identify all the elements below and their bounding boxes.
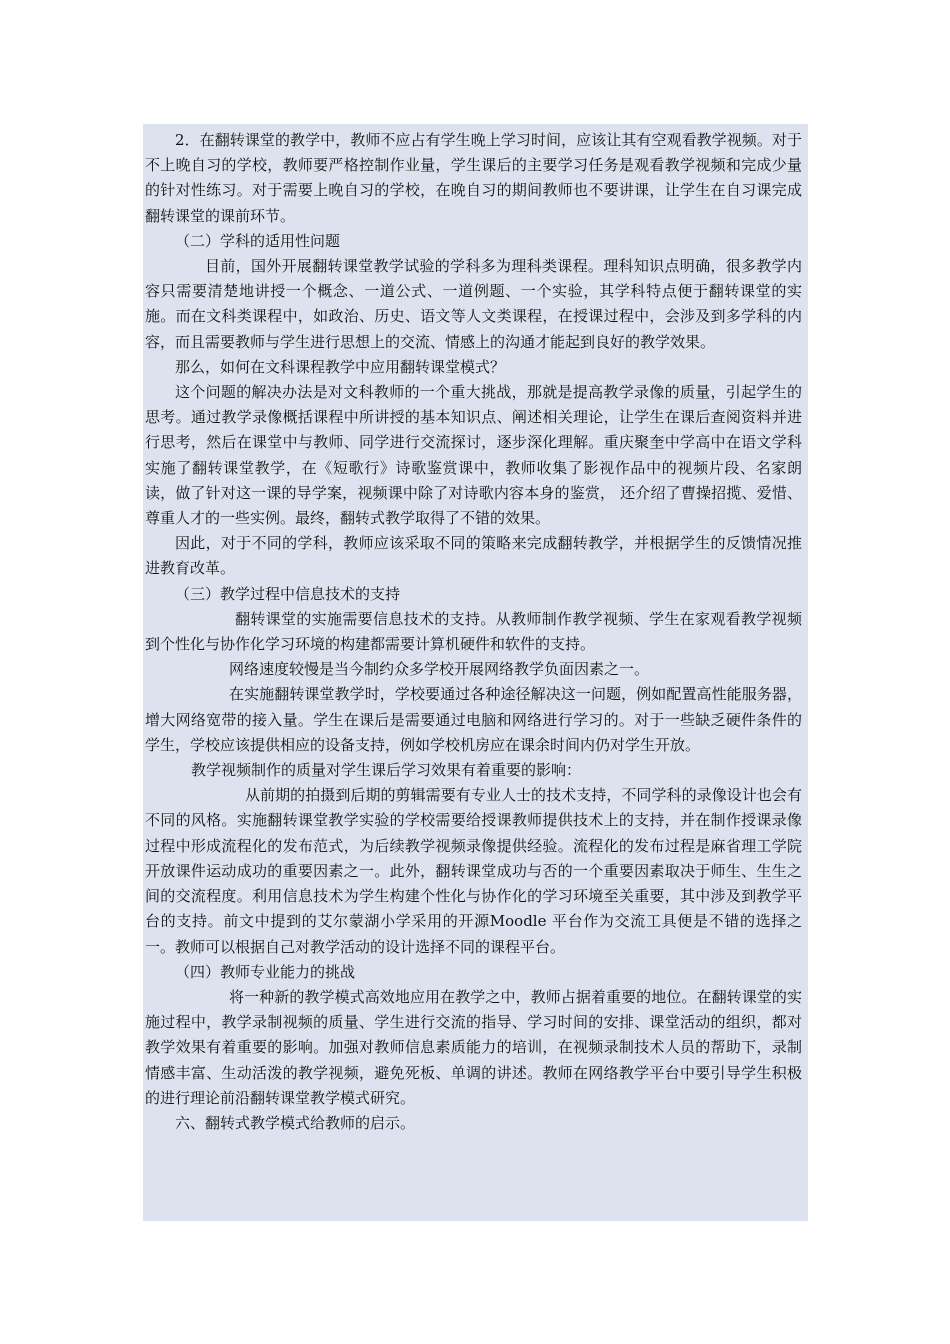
paragraph-teacher-role: 将一种新的教学模式高效地应用在教学之中，教师占据着重要的地位。在翻转课堂的实施过程中，教学录制视频的质量、学生进行交流的指导、学习时间的安排、课堂活动的组织，都对教学效果有着重要的影响。加强对教师信息素质能力的培训，在视频录制技术人员的帮助下，录制情感丰富、生动活泼的教学视频，避免死板、单调的讲述。教师在网络教学平台中要引导学生积极的进行理论前沿翻转课堂教学模式研究。: [145, 987, 802, 1107]
paragraph-foreign-science-courses: 目前，国外开展翻转课堂教学试验的学科多为理科类课程。理科知识点明确，很多教学内容只需要清楚地讲授一个概念、一道公式、一道例题、一个实验，其学科特点便于翻转课堂的实施。而在文科类课程中，如政治、历史、语文等人文类课程，在授课过程中，会涉及到多学科的内容，而且需要教师与学生进行思想上的交流、情感上的沟通才能起到良好的教学效果。: [145, 257, 802, 351]
document-text-block: [143, 124, 808, 1221]
heading-subject-applicability: （二）学科的适用性问题: [175, 231, 341, 250]
paragraph-video-quality: 教学视频制作的质量对学生课后学习效果有着重要的影响：: [191, 761, 582, 780]
paragraph-liberal-arts-question: 那么，如何在文科课程教学中应用翻转课堂模式？: [175, 357, 506, 376]
paragraph-liberal-arts-solution: 这个问题的解决办法是对文科教师的一个重大挑战，那就是提高教学录像的质量，引起学生的思考。通过教学录像概括课程中所讲授的基本知识点、阐述相关理论，让学生在课后查阅资料并进行思考，然后在课堂中与教师、同学进行交流探讨，逐步深化理解。重庆聚奎中学高中在语文学科实施了翻转课堂教学，在《短歌行》诗歌鉴赏课中，教师收集了影视作品中的视频片段、名家朗读，做了针对这一课的导学案，视频课中除了对诗歌内容本身的鉴赏， 还介绍了曹操招揽、爱惜、尊重人才的一些实例。最终，翻转式教学取得了不错的效果。: [145, 383, 802, 528]
heading-section-six: 六、翻转式教学模式给教师的启示。: [175, 1113, 416, 1132]
paragraph-different-strategies: 因此，对于不同的学科，教师应该采取不同的策略来完成翻转教学，并根据学生的反馈情况推进教育改革。: [145, 534, 802, 578]
heading-it-support: （三）教学过程中信息技术的支持: [175, 584, 401, 603]
heading-teacher-ability: （四）教师专业能力的挑战: [175, 962, 356, 981]
paragraph-school-network-solutions: 在实施翻转课堂教学时，学校要通过各种途径解决这一问题，例如配置高性能服务器，增大网络宽带的接入量。学生在课后是需要通过电脑和网络进行学习的。对于一些缺乏硬件条件的学生，学校应该提供相应的设备支持，例如学校机房应在课余时间内仍对学生开放。: [145, 685, 802, 754]
paragraph-it-support-intro: 翻转课堂的实施需要信息技术的支持。从教师制作教学视频、学生在家观看教学视频到个性化与协作化学习环境的构建都需要计算机硬件和软件的支持。: [145, 609, 802, 654]
paragraph-video-production: 从前期的拍摄到后期的剪辑需要有专业人士的技术支持，不同学科的录像设计也会有不同的风格。实施翻转课堂教学实验的学校需要给授课教师提供技术上的支持，并在制作授课录像过程中形成流程化的发布范式，为后续教学视频录像提供经验。流程化的发布过程是麻省理工学院开放课件运动成功的重要因素之一。此外，翻转课堂成功与否的一个重要因素取决于师生、生生之间的交流程度。利用信息技术为学生构建个性化与协作化的学习环境至关重要，其中涉及到教学平台的支持。前文中提到的艾尔蒙湖小学采用的开源Moodle 平台作为交流工具便是不错的选择之一。教师可以根据自己对教学活动的设计选择不同的课程平台。: [145, 786, 802, 956]
paragraph-network-speed: 网络速度较慢是当今制约众多学校开展网络教学负面因素之一。: [229, 660, 650, 679]
paragraph-point-2: 2．在翻转课堂的教学中，教师不应占有学生晚上学习时间，应该让其有空观看教学视频。对于不上晚自习的学校，教师要严格控制作业量，学生课后的主要学习任务是观看教学视频和完成少量的针对性练习。对于需要上晚自习的学校，在晚自习的期间教师也不要讲课，让学生在自习课完成翻转课堂的课前环节。: [145, 131, 802, 225]
